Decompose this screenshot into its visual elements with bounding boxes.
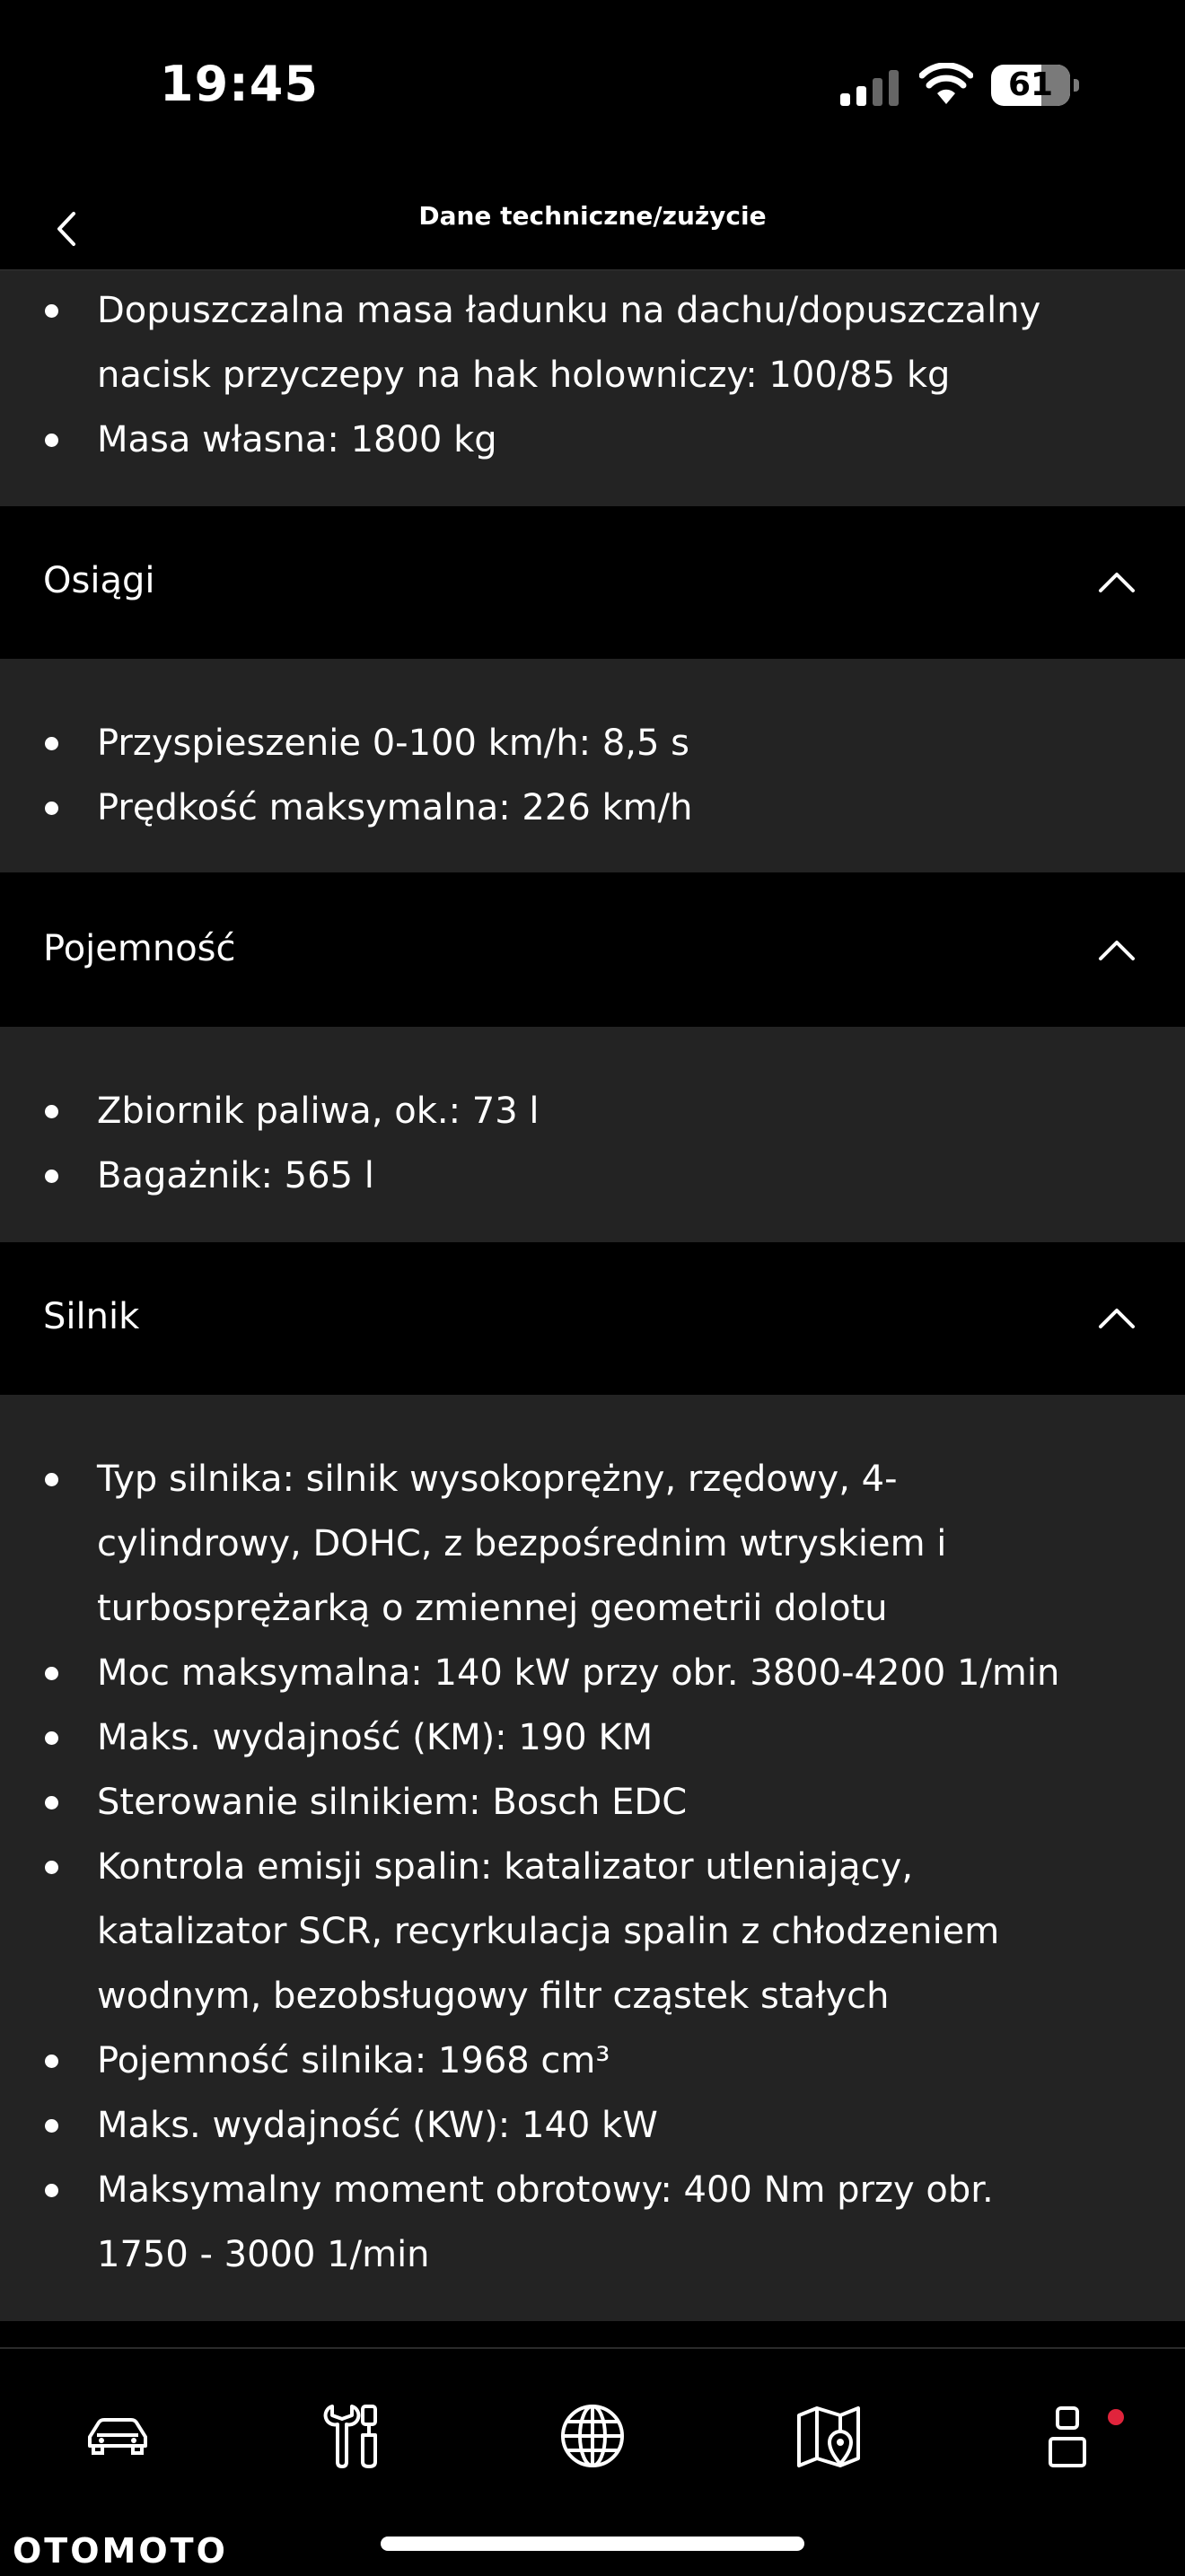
engine-list [0, 1447, 1185, 2287]
section-title: Silnik [43, 1296, 140, 1337]
watermark: OTOMOTO [13, 2531, 228, 2571]
list-item: Prędkość maksymalna: 226 km/h [0, 775, 1185, 840]
tab-vehicle[interactable] [77, 2396, 158, 2476]
list-item: Bagażnik: 565 l [0, 1143, 1185, 1208]
home-indicator[interactable] [381, 2537, 804, 2551]
capacity-list [0, 1079, 1185, 1208]
performance-list [0, 711, 1185, 840]
status-bar [0, 0, 1185, 171]
chevron-up-icon[interactable] [1097, 1307, 1137, 1330]
chevron-up-icon[interactable] [1097, 571, 1137, 594]
list-item: Przyspieszenie 0-100 km/h: 8,5 s [0, 711, 1185, 775]
navigation-bar [0, 171, 1185, 271]
list-item: Typ silnika: silnik wysokoprężny, rzędowy, 4-cylindrowy, DOHC, z bezpośrednim wtryskiem i turbosprężarką o zmiennej geometrii dolotu [0, 1447, 1185, 1641]
car-icon[interactable] [77, 2396, 158, 2476]
section-title: Pojemność [43, 928, 236, 969]
battery-level: 61 [1007, 66, 1054, 103]
battery-indicator [991, 65, 1070, 106]
profile-icon[interactable] [1027, 2396, 1108, 2476]
section-header-capacity[interactable] [0, 874, 1185, 1025]
chevron-up-icon[interactable] [1097, 939, 1137, 962]
list-item: Maks. wydajność (KM): 190 KM [0, 1705, 1185, 1770]
section-header-performance[interactable] [0, 508, 1185, 657]
engine-panel [0, 1395, 1185, 2321]
list-item: Zbiornik paliwa, ok.: 73 l [0, 1079, 1185, 1143]
list-item: Pojemność silnika: 1968 cm³ [0, 2028, 1185, 2093]
tab-service[interactable] [314, 2396, 395, 2476]
status-time: 19:45 [160, 56, 319, 112]
cellular-signal-icon [840, 70, 900, 106]
dimensions-list [0, 278, 1185, 472]
tab-profile[interactable] [1027, 2396, 1108, 2476]
dimensions-panel [0, 271, 1185, 506]
tab-connect[interactable] [552, 2396, 633, 2476]
capacity-panel [0, 1027, 1185, 1242]
list-item: Masa własna: 1800 kg [0, 407, 1185, 472]
list-item: Dopuszczalna masa ładunku na dachu/dopuszczalny nacisk przyczepy na hak holowniczy: 100/85 kg [0, 278, 1185, 407]
page-title: Dane techniczne/zużycie [418, 201, 767, 231]
tab-map[interactable] [788, 2396, 869, 2476]
globe-icon[interactable] [552, 2396, 633, 2476]
list-item: Maksymalny moment obrotowy: 400 Nm przy obr. 1750 - 3000 1/min [0, 2158, 1185, 2287]
performance-panel [0, 659, 1185, 872]
tools-icon[interactable] [314, 2396, 395, 2476]
section-header-engine[interactable] [0, 1244, 1185, 1393]
notification-badge [1108, 2409, 1124, 2425]
list-item: Maks. wydajność (KW): 140 kW [0, 2093, 1185, 2158]
section-title: Osiągi [43, 560, 155, 601]
list-item: Sterowanie silnikiem: Bosch EDC [0, 1770, 1185, 1835]
list-item: Moc maksymalna: 140 kW przy obr. 3800-4200 1/min [0, 1641, 1185, 1705]
list-item: Kontrola emisji spalin: katalizator utleniający, katalizator SCR, recyrkulacja spalin z chłodzeniem wodnym, bezobsługowy filtr cząstek stałych [0, 1835, 1185, 2028]
wifi-icon [919, 63, 973, 106]
map-pin-icon[interactable] [788, 2396, 869, 2476]
